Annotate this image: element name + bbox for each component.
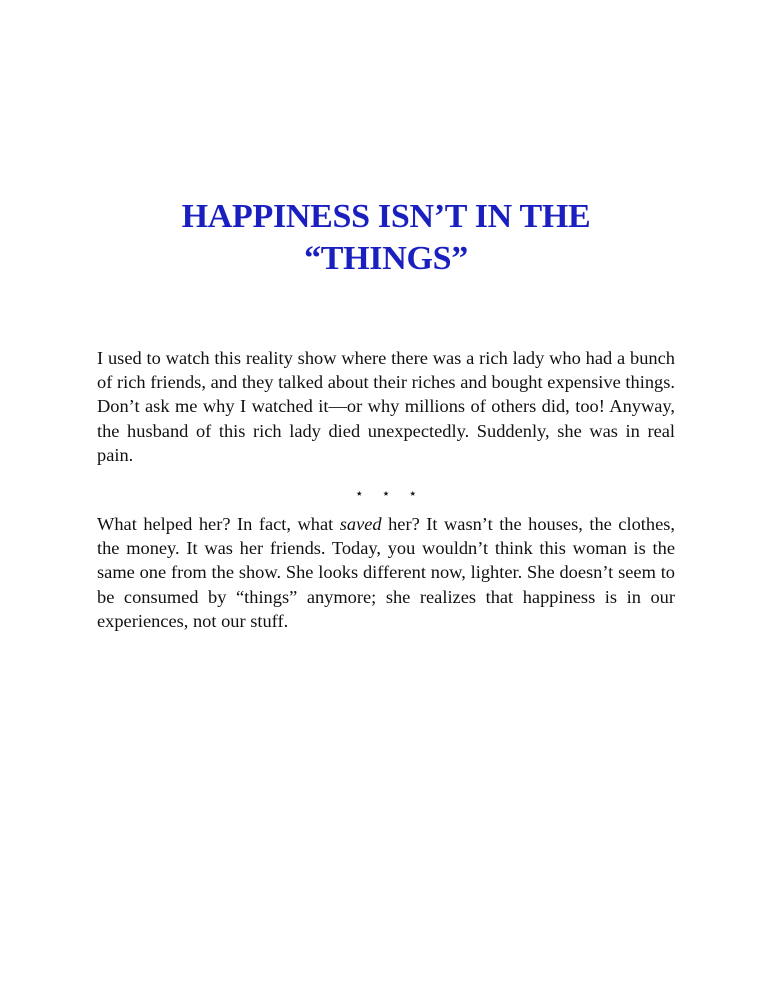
paragraph-2-text-end: her? It wasn’t the houses, the clothes, the money. It was her friends. Today, you wouldn’t think this woman is the same one from the show. She looks different now, lighter. She doesn’t seem to be consumed by “things” anymore; she realizes that happiness is in our experiences, not our stuff. <box>97 514 675 631</box>
paragraph-2-emphasis: saved <box>339 514 382 534</box>
paragraph-2 <box>97 512 675 633</box>
paragraph-1: I used to watch this reality show where there was a rich lady who had a bunch of rich friends, and they talked about their riches and bought expensive things. Don’t ask me why I watched it—or why millions of others did, too! Anyway, the husband of this rich lady died unexpectedly. Suddenly, she was in real pain. <box>97 348 675 465</box>
paragraph-2-text-start: What helped her? In fact, what <box>97 514 340 534</box>
chapter-title <box>100 196 672 280</box>
section-separator: ⋆⋆⋆ <box>354 487 436 502</box>
chapter-title-line-1: HAPPINESS ISN’T IN THE <box>181 198 591 235</box>
chapter-title-line-2: “THINGS” <box>304 240 468 277</box>
